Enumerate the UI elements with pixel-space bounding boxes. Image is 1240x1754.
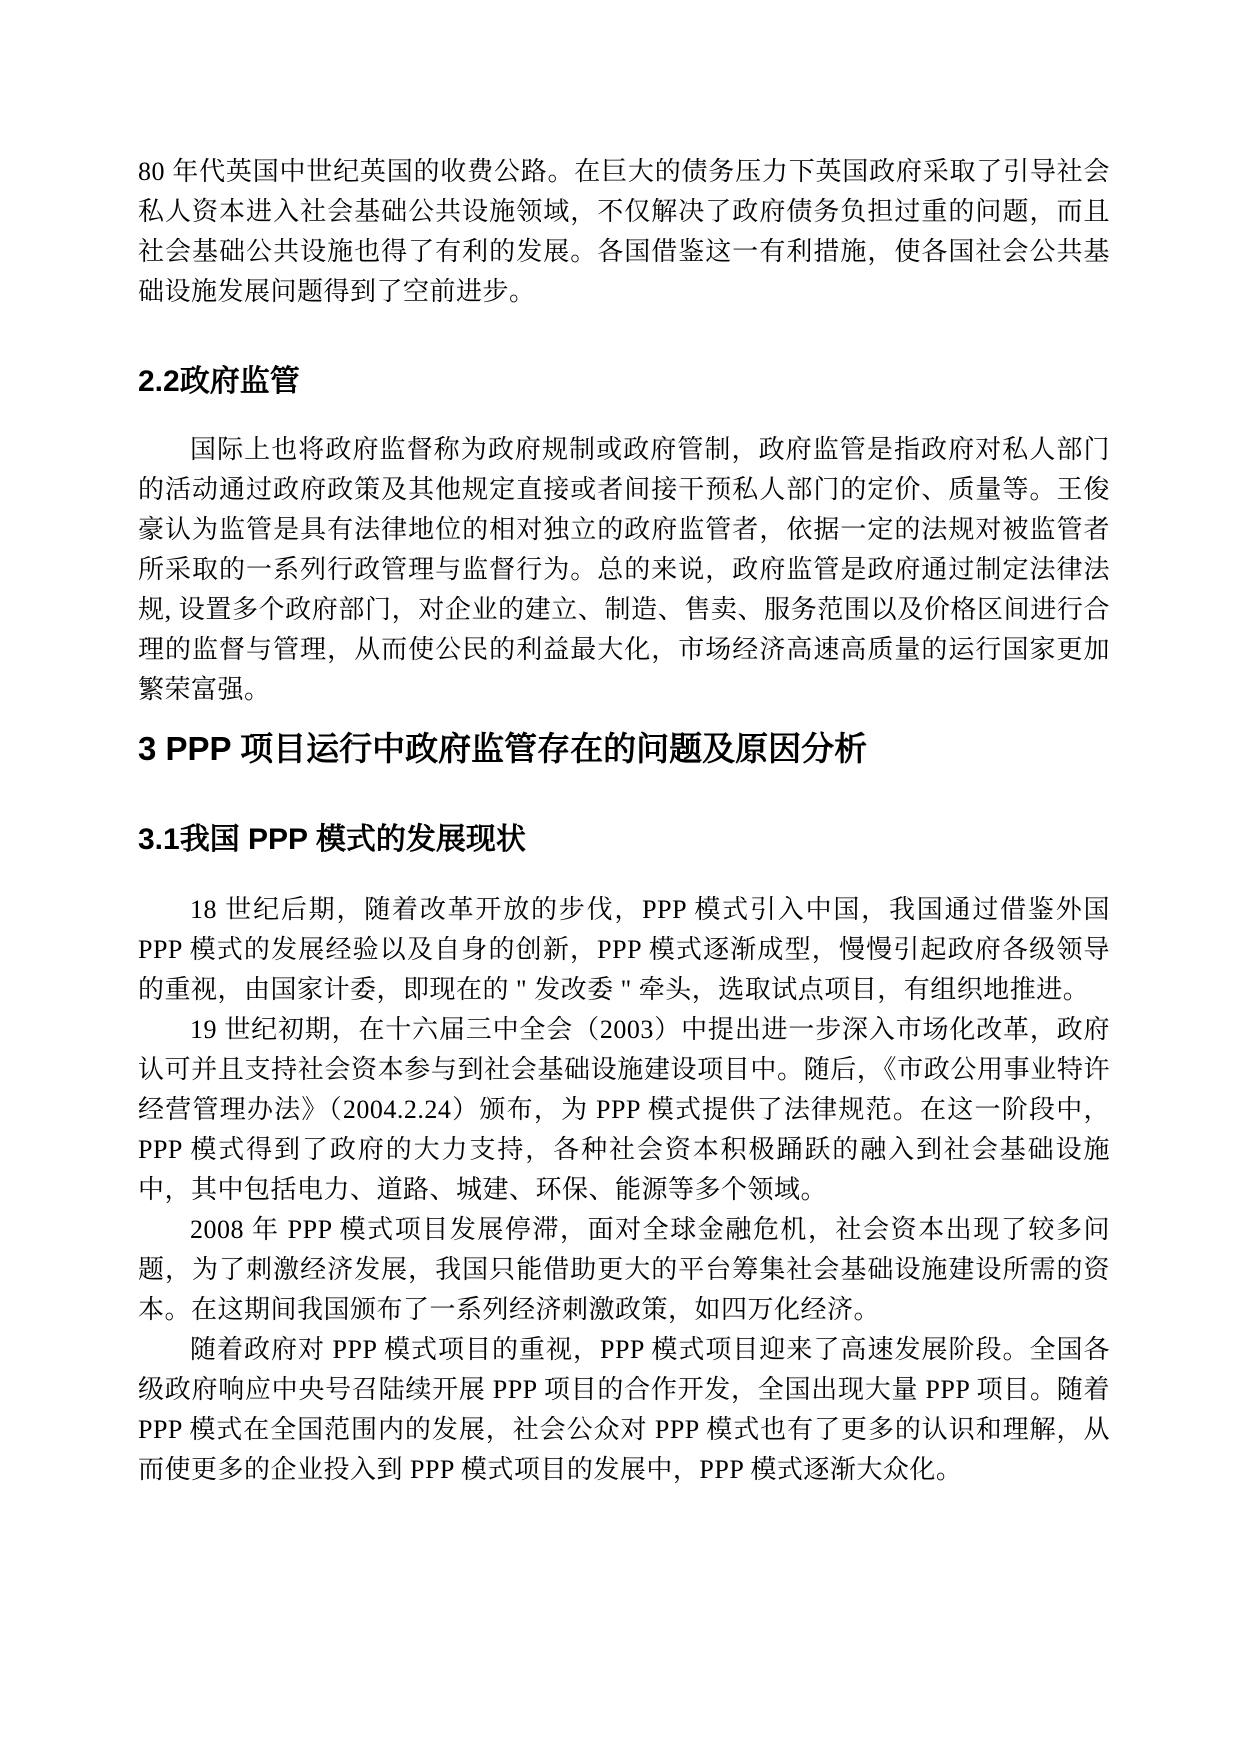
- paragraph-government-regulation-definition: 国际上也将政府监督称为政府规制或政府管制，政府监管是指政府对私人部门的活动通过政府政策及其他规定直接或者间接干预私人部门的定价、质量等。王俊豪认为监管是具有法律地位的相对独立的政府监管者，依据一定的法规对被监管者所采取的一系列行政管理与监督行为。总的来说，政府监管是政府通过制定法律法规, 设置多个政府部门，对企业的建立、制造、售卖、服务范围以及价格区间进行合理的监督与管理，从而使公民的利益最大化，市场经济高速高质量的运行国家更加繁荣富强。: [138, 435, 1110, 704]
- paragraph-market-reform-and-legal-framework: 19 世纪初期，在十六届三中全会（2003）中提出进一步深入市场化改革，政府认可并且支持社会资本参与到社会基础设施建设项目中。随后，《市政公用事业特许经营管理办法》（2004.2.24）颁布，为 PPP 模式提供了法律规范。在这一阶段中，PPP 模式得到了政府的大力支持，各种社会资本积极踊跃的融入到社会基础设施中，其中包括电力、道路、城建、环保、能源等多个领域。: [138, 1015, 1110, 1204]
- section-heading-3-1-ppp-development-status: 3.1我国 PPP 模式的发展现状: [138, 823, 526, 856]
- section-heading-2-2-government-regulation: 2.2政府监管: [138, 365, 300, 398]
- paragraph-ppp-introduced-to-china: 18 世纪后期，随着改革开放的步伐，PPP 模式引入中国，我国通过借鉴外国 PPP 模式的发展经验以及自身的创新，PPP 模式逐渐成型，慢慢引起政府各级领导的重视，由国家计委，即现在的 " 发改委 " 牵头，选取试点项目，有组织地推进。: [138, 895, 1110, 1004]
- document-content: [138, 152, 1110, 1490]
- paragraph-continuation-80s-uk-toll-roads: 80 年代英国中世纪英国的收费公路。在巨大的债务压力下英国政府采取了引导社会私人资本进入社会基础公共设施领域，不仅解决了政府债务负担过重的问题，而且社会基础公共设施也得了有利的发展。各国借鉴这一有利措施，使各国社会公共基础设施发展问题得到了空前进步。: [138, 157, 1110, 306]
- chapter-heading-3-ppp-regulation-problems: 3 PPP 项目运行中政府监管存在的问题及原因分析: [138, 730, 868, 767]
- paragraph-ppp-rapid-development-popularization: 随着政府对 PPP 模式项目的重视，PPP 模式项目迎来了高速发展阶段。全国各级政府响应中央号召陆续开展 PPP 项目的合作开发，全国出现大量 PPP 项目。随着 PPP 模式在全国范围内的发展，社会公众对 PPP 模式也有了更多的认识和理解，从而使更多的企业投入到 PPP 模式项目的发展中，PPP 模式逐渐大众化。: [138, 1335, 1110, 1484]
- paragraph-2008-financial-crisis-stagnation: 2008 年 PPP 模式项目发展停滞，面对全球金融危机，社会资本出现了较多问题，为了刺激经济发展，我国只能借助更大的平台筹集社会基础设施建设所需的资本。在这期间我国颁布了一系列经济刺激政策，如四万化经济。: [138, 1215, 1110, 1324]
